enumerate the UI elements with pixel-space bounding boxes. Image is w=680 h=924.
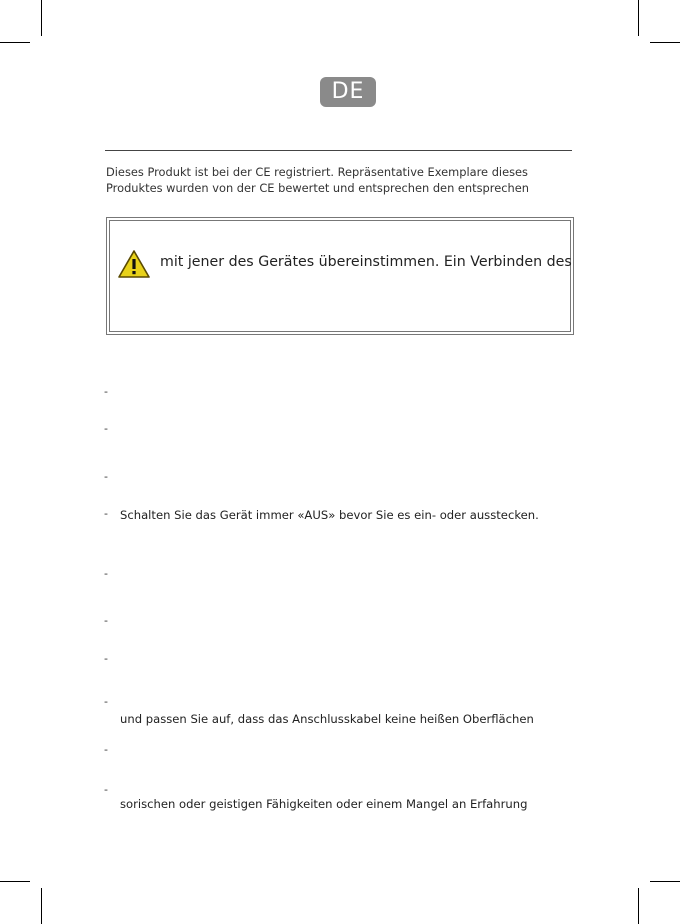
bullet-text: sorischen oder geistigen Fähigkeiten oder einem Mangel an Erfahrung bbox=[120, 797, 528, 811]
warning-box bbox=[106, 217, 574, 335]
crop-mark bbox=[41, 888, 42, 924]
bullet-dash: - bbox=[104, 652, 108, 665]
bullet-dash: - bbox=[104, 695, 108, 708]
bullet-dash: - bbox=[104, 422, 108, 435]
crop-mark bbox=[0, 42, 30, 43]
bullet-dash: - bbox=[104, 567, 108, 580]
bullet-dash: - bbox=[104, 614, 108, 627]
bullet-text: Schalten Sie das Gerät immer «AUS» bevor Sie es ein- oder ausstecken. bbox=[120, 508, 539, 522]
warning-triangle-icon bbox=[117, 249, 151, 279]
warning-text: mit jener des Gerätes übereinstimmen. Ein Verbinden des bbox=[160, 254, 572, 270]
bullet-text: und passen Sie auf, dass das Anschlusskabel keine heißen Oberflächen bbox=[120, 712, 534, 726]
bullet-dash: - bbox=[104, 507, 108, 520]
intro-line: Dieses Produkt ist bei der CE registriert. Repräsentative Exemplare dieses bbox=[106, 165, 528, 179]
crop-mark bbox=[638, 888, 639, 924]
language-badge: DE bbox=[320, 77, 376, 107]
crop-mark bbox=[650, 42, 680, 43]
bullet-dash: - bbox=[104, 743, 108, 756]
crop-mark bbox=[638, 0, 639, 36]
section-divider bbox=[105, 150, 572, 151]
bullet-dash: - bbox=[104, 783, 108, 796]
crop-mark bbox=[0, 881, 30, 882]
crop-mark bbox=[650, 881, 680, 882]
crop-mark bbox=[41, 0, 42, 36]
bullet-dash: - bbox=[104, 470, 108, 483]
bullet-dash: - bbox=[104, 385, 108, 398]
intro-paragraph bbox=[106, 164, 576, 196]
intro-line: Produktes wurden von der CE bewertet und entsprechen den entsprechen bbox=[106, 181, 529, 195]
